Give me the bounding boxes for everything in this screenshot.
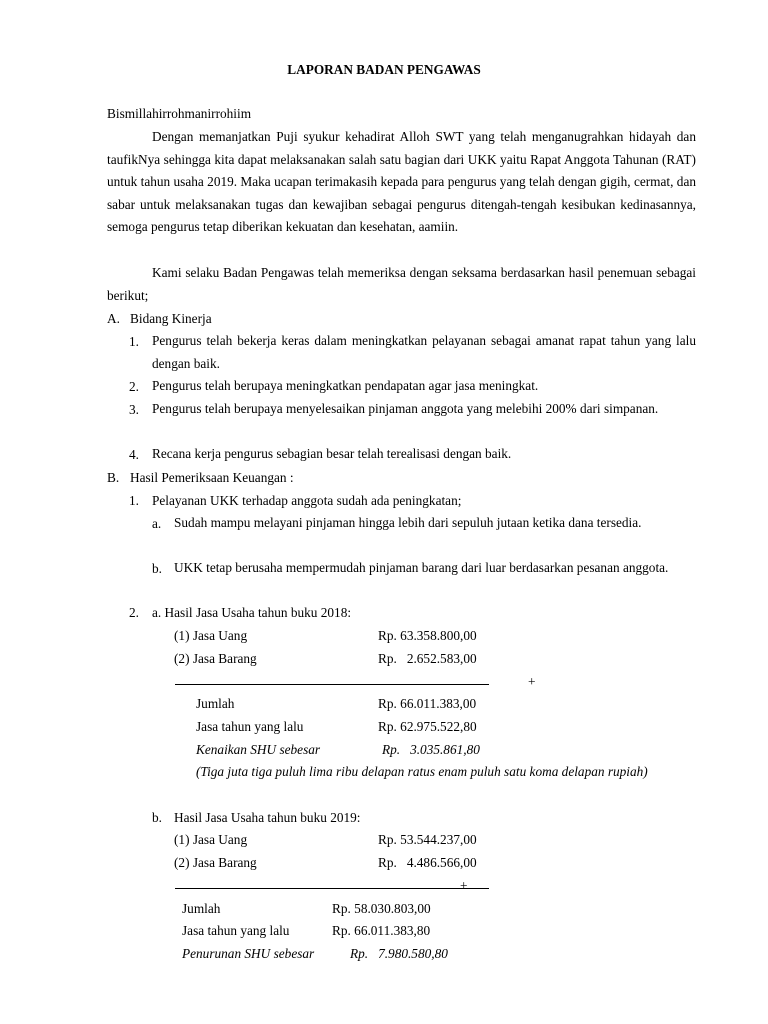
total-value: Rp. 66.011.383,00 [378,696,477,711]
section-a-heading: Bidang Kinerja [130,311,212,326]
list-item: Pengurus telah berupaya meningkatkan pendapatan agar jasa meningkat. [152,378,539,393]
list-item: Recana kerja pengurus sebagian besar telah terealisasi dengan baik. [152,446,512,461]
jasa-2019-heading: Hasil Jasa Usaha tahun buku 2019: [174,810,361,825]
amount-in-words: (Tiga juta tiga puluh lima ribu delapan ratus enam puluh satu koma delapan rupiah) [196,764,648,779]
sub-item-letter: a. [152,516,162,531]
total-label: Jumlah [182,901,221,916]
previous-label: Jasa tahun yang lalu [182,923,290,938]
list-item: Pengurus telah bekerja keras dalam meningkatkan pelayanan sebagai amanat rapat tahun yang lalu dengan baik. [152,333,696,371]
list-item-number: 2. [129,605,139,620]
jasa-uang-value: Rp. 53.544.237,00 [378,832,477,847]
jasa-barang-label: (2) Jasa Barang [174,855,257,870]
change-label: Kenaikan SHU sebesar [196,742,321,757]
sub-item-letter: b. [152,810,162,825]
jasa-barang-label: (2) Jasa Barang [174,651,257,666]
sub-item: Sudah mampu melayani pinjaman hingga lebih dari sepuluh jutaan ketika dana tersedia. [174,515,642,530]
sum-rule [175,888,489,889]
change-value: Rp. 7.980.580,80 [350,946,448,961]
previous-label: Jasa tahun yang lalu [196,719,304,734]
list-item-number: 3. [129,402,139,417]
previous-value: Rp. 66.011.383,80 [332,923,431,938]
document-title: LAPORAN BADAN PENGAWAS [287,62,481,77]
section-b-marker: B. [107,470,120,485]
list-item: Pelayanan UKK terhadap anggota sudah ada peningkatan; [152,493,462,508]
jasa-uang-label: (1) Jasa Uang [174,628,248,643]
list-item-number: 1. [129,493,139,508]
jasa-uang-label: (1) Jasa Uang [174,832,248,847]
total-label: Jumlah [196,696,235,711]
section-a-marker: A. [107,311,120,326]
second-paragraph: Kami selaku Badan Pengawas telah memeriksa dengan seksama berdasarkan hasil penemuan sebagai berikut; [107,265,696,303]
list-item-number: 1. [129,334,139,349]
list-item-number: 2. [129,379,139,394]
jasa-uang-value: Rp. 63.358.800,00 [378,628,477,643]
salutation: Bismillahirrohmanirrohiim [107,106,252,121]
section-b-heading: Hasil Pemeriksaan Keuangan : [130,470,294,485]
intro-paragraph: Dengan memanjatkan Puji syukur kehadirat Alloh SWT yang telah menganugrahkan hidayah dan taufikNya sehingga kita dapat melaksanakan salah satu bagian dari UKK yaitu Rapat Anggota Tahunan (RAT) untuk tahun usaha 2019. Maka ucapan terimakasih kepada para pengurus yang telah dengan gigih, cermat, dan sabar untuk melaksanakan tugas dan kewajiban sebagai pengurus ditengah-tengah kesibukan kedinasannya, semoga pengurus tetap diberikan kekuatan dan kesehatan, aamiin. [107,129,696,234]
list-item-number: 4. [129,447,139,462]
jasa-2018-heading: a. Hasil Jasa Usaha tahun buku 2018: [152,605,352,620]
sum-rule [175,684,489,685]
plus-sign: + [528,674,536,689]
previous-value: Rp. 62.975.522,80 [378,719,477,734]
total-value: Rp. 58.030.803,00 [332,901,431,916]
sub-item-letter: b. [152,561,162,576]
list-item: Pengurus telah berupaya menyelesaikan pinjaman anggota yang melebihi 200% dari simpanan. [152,401,659,416]
sub-item: UKK tetap berusaha mempermudah pinjaman barang dari luar berdasarkan pesanan anggota. [174,560,669,575]
plus-sign: + [460,878,468,893]
change-value: Rp. 3.035.861,80 [382,742,480,757]
change-label: Penurunan SHU sebesar [182,946,315,961]
jasa-barang-value: Rp. 4.486.566,00 [378,855,477,870]
jasa-barang-value: Rp. 2.652.583,00 [378,651,477,666]
